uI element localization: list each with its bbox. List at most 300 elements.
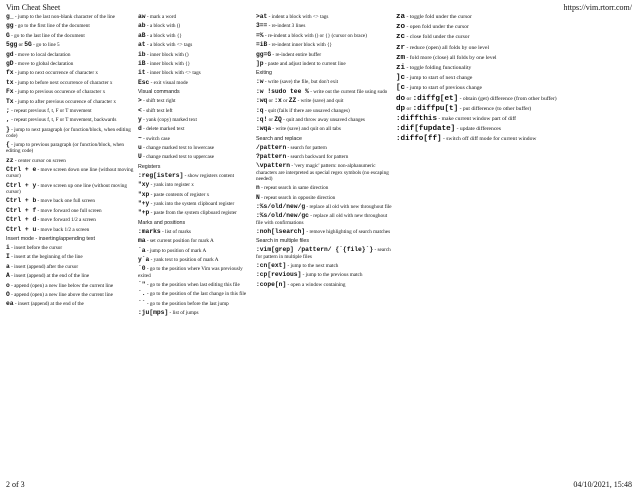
command-key: :w !sudo tee % [256,87,309,95]
command-key: :noh[lsearch] [256,228,306,236]
command-key: \vpattern [256,162,291,170]
command-description: - paste contents of register x [149,191,210,198]
command-description: - insert at the beginning of the line [9,254,83,261]
cheat-entry [256,185,392,191]
command-key: aB [138,31,146,39]
command-description: - inner block with <> tags [145,70,201,77]
command-key: y [138,115,142,123]
cheat-entry [6,301,134,307]
command-description: - jump to previous occurence of character x [13,89,106,96]
print-datetime: 04/10/2021, 15:48 [573,480,632,489]
cheat-entry [256,163,392,182]
command-key: gg=G [256,50,272,58]
command-description: - mark a word [145,14,177,20]
cheat-entry [256,52,392,58]
command-description: - append (open) a new line below the current line [9,282,114,289]
cheat-entry [396,34,632,41]
page-header [6,3,632,14]
command-description: - quit and throw away unsaved changes [281,116,365,123]
command-description: - repeat search in same direction [259,185,329,192]
section-heading: Search in multiple files [256,238,309,245]
cheat-entry [6,80,134,86]
command-description: - change marked text to uppercase [141,154,215,161]
command-description: - re-indent inner block with {} [267,42,332,49]
command-description: - a block with <> tags [145,42,193,49]
command-key: "+y [138,200,150,208]
command-key: Tx [6,97,14,105]
command-key: "+p [138,209,150,217]
command-key: o [6,281,10,289]
cheat-entry [138,145,250,151]
cheat-entry [138,126,250,132]
cheat-entry [6,254,134,260]
cheat-entry [6,52,134,58]
command-key-alt: :diffg[et] [412,94,459,103]
command-description: - switch case [141,135,170,142]
command-description: - insert (append) at the end of the line [9,273,90,280]
cheat-entry [6,99,134,105]
cheat-entry [138,229,250,235]
cheat-entry [138,201,250,207]
cheat-entry [138,248,250,254]
command-key: y`a [138,255,150,263]
command-description: - jump to after previous occurence of character x [13,98,116,105]
command-description: - delete marked text [141,126,185,133]
cheat-entry [6,198,134,204]
cheat-entry [396,126,632,133]
cheat-entry [256,42,392,48]
command-key: } [6,125,10,133]
cheat-entry [6,283,134,289]
cheat-entry [138,266,250,278]
cheat-entry [138,301,250,307]
section-heading: Exiting [256,70,272,77]
cheat-entry [6,264,134,270]
section-heading: Registers [138,163,161,170]
command-description: - open a window containing [286,281,346,288]
command-key-alt: :x [274,97,282,105]
column-3 [256,14,392,291]
command-description: - go to the position where Vim was previously exited [138,266,243,279]
command-description: - put difference (to other buffer) [458,105,532,112]
cheat-entry [6,245,134,251]
command-description: - go to the position when last editing this file [145,281,240,288]
cheat-entry [396,85,632,92]
cheat-entry [6,61,134,67]
command-key: `` [138,299,146,307]
column-2 [138,14,250,320]
command-key: U [138,153,142,161]
command-key: :%s/old/new/g [256,203,306,211]
command-key: I [6,253,10,261]
command-description: - inner block with () [145,51,189,58]
command-description: - move back 1/2 a screen [36,226,90,233]
command-key: it [138,69,146,77]
command-description: - insert (append) after the cursor [9,263,79,270]
command-key: :diffthis [396,114,438,123]
command-description: - search for pattern [286,144,327,151]
cheat-entry [138,182,250,188]
command-description: - re-indent a block with () or {} (cursor on brace) [263,32,367,39]
command-description: - jump to the next match [286,263,339,270]
cheat-entry [256,154,392,160]
command-description: - a block with () [145,23,181,30]
command-key: ]c [396,74,406,83]
command-description: - jump to the previous match [301,272,363,279]
cheat-entry [256,126,392,132]
command-description: - move screen up one line (without moving cursor) [6,182,127,196]
command-description: - exit visual mode [149,79,188,86]
command-description: - toggle folding functionality [405,64,472,71]
command-description: - 'very magic' pattern: non-alphanumeric characters are interpreted as special regex symbols (no escaping needed) [256,163,389,182]
command-key: ea [6,300,14,308]
cheat-entry [138,42,250,48]
command-key: do [396,94,406,103]
cheat-entry [6,89,134,95]
command-description: - close fold under the cursor [405,34,470,41]
command-description: - jump to position of mark A [145,247,207,254]
cheat-entry [256,89,392,95]
command-description: - move forward one full screen [36,207,102,214]
cheat-entry [396,106,632,113]
command-description: - shift text right [141,98,176,105]
command-description: - quit (fails if there are unsaved changes) [263,107,350,114]
page-number: 2 of 3 [6,480,25,489]
cheat-entry [138,282,250,288]
command-description: - yank into the system clipboard register [149,201,235,208]
command-description: - write (save) and quit on all tabs [271,126,341,133]
cheat-entry [256,117,392,123]
cheat-entry [256,247,392,259]
command-description: - jump to start of previous change [405,85,483,92]
command-description: - toggle fold under the cursor [405,14,472,20]
command-description: - obtain (get) difference (from other buffer) [458,95,557,102]
command-description: - write (save) the file, but don't exit [263,79,339,86]
command-description: - repeat previous f, t, F or T movement, backwards [9,117,117,124]
command-key: :reg[isters] [138,171,184,179]
command-description: - make current window part of diff [437,115,516,122]
cheat-entry [256,14,392,20]
command-key: zc [396,33,406,42]
cheat-entry [396,55,632,62]
command-key: >at [256,13,268,20]
cheat-entry [256,229,392,235]
cheat-entry [396,96,632,103]
command-description: - search backward for pattern [286,154,349,161]
command-description: - write out the current file using sudo [308,88,388,95]
command-description: - set current position for mark A [145,238,214,245]
command-description: - switch off diff mode for current window [441,136,537,143]
command-description: - go to the first line of the document [13,23,90,30]
connector-text: or [405,105,413,112]
command-key: =% [256,31,264,39]
command-key: :ju[mps] [138,309,169,317]
section-heading: Marks and positions [138,219,186,226]
page-footer [6,480,632,491]
command-key: zz [6,156,14,164]
cheat-entry [396,14,632,21]
command-description: - move back one full screen [36,198,96,205]
command-key: 3== [256,22,268,30]
connector-text: or [281,98,289,105]
connector-text: or [267,116,275,123]
cheat-entry [6,23,134,29]
cheat-entry [6,142,134,154]
cheat-entry [256,79,392,85]
command-description: - jump to previous paragraph (or function/block, when editing code) [6,142,125,155]
command-description: - jump to before next occurrence of character x [13,79,113,86]
cheat-entry [256,195,392,201]
cheat-entry [256,204,392,210]
command-description: - re-indent 3 lines [267,23,306,30]
command-description: - repeat search in opposite direction [259,194,336,201]
command-description: - jump to next paragraph (or function/block, when editing code) [6,126,131,139]
command-key: { [6,141,10,149]
cheat-entry [256,213,392,225]
command-key: :w [256,78,264,86]
command-key: A [6,272,10,280]
command-key: :%s/old/new/gc [256,212,309,220]
section-heading: Insert mode - inserting/appending text [6,236,95,243]
command-description: - open fold under the cursor [405,24,469,31]
section-heading: Visual commands [138,89,180,96]
cheat-entry [138,33,250,39]
command-description: - insert (append) at the end of the [13,301,84,308]
page-url[interactable]: https://vim.rtorr.com/ [563,3,632,12]
cheat-entry [396,24,632,31]
column-1 [6,14,134,311]
command-description: - remove highlighting of search matches [305,229,391,236]
command-description: - move forward 1/2 a screen [36,217,96,224]
cheat-entry [138,238,250,244]
command-key-alt: 5G [24,41,32,49]
command-key: gg [6,22,14,30]
command-key: n [256,184,260,192]
cheat-entry [256,145,392,151]
command-key: Ctrl + y [6,181,37,189]
command-key: ma [138,237,146,245]
cheat-entry [138,136,250,142]
command-description: - replace all old with new throughout file with confirmations [256,213,388,226]
command-key: Fx [6,88,14,96]
cheat-entry [138,154,250,160]
command-key: :q [256,106,264,114]
cheat-entry [6,158,134,164]
command-description: - shift text left [141,107,173,114]
command-key: gD [6,59,14,67]
command-key: 5gg [6,41,18,49]
cheat-entry [256,33,392,39]
command-key: a [6,262,10,270]
command-description: - yank (copy) marked text [141,116,197,123]
command-key: "xp [138,190,150,198]
command-description: - repeat previous f, t, F or T movement [9,107,92,114]
command-key: i [6,244,10,252]
cheat-entry [138,210,250,216]
command-key: :cn[ext] [256,262,287,270]
command-key: zm [396,53,406,62]
cheat-entry [256,98,392,104]
cheat-entry [256,108,392,114]
cheat-entry [6,292,134,298]
command-key-alt: ZZ [288,97,297,105]
cheat-entry [138,310,250,316]
command-key: , [6,116,10,124]
command-description: - paste and adjust indent to current line [263,60,346,67]
cheat-entry [6,70,134,76]
command-key: aw [138,13,146,20]
cheat-entry [396,116,632,123]
command-key: ib [138,50,146,58]
command-key: ]p [256,59,264,67]
command-key: ?pattern [256,153,287,161]
cheat-entry [138,192,250,198]
command-key: zo [396,23,406,32]
command-key: G [6,31,10,39]
command-key: :vim[grep] /pattern/ {`{file}`} [256,246,374,254]
command-key: gd [6,50,14,58]
cheat-entry [138,14,250,20]
command-key: Esc [138,78,150,86]
cheat-entry [138,173,250,179]
command-key: tx [6,78,14,86]
command-description: - reduce (open) all folds by one level [405,44,489,51]
command-description: - go to the position before the last jump [145,300,229,307]
command-key: Ctrl + u [6,225,37,233]
command-key: ; [6,106,10,114]
command-description: - list of jumps [168,310,199,317]
command-key: `0 [138,265,146,273]
cheat-entry [138,257,250,263]
command-description: - go to the position of the last change in this file [145,291,247,298]
command-key: dp [396,104,406,113]
command-key: "xy [138,181,150,189]
command-key-alt: :diffpu[t] [412,104,459,113]
cheat-entry [138,108,250,114]
command-description: - jump to start of next change [405,75,473,82]
command-key: Ctrl + f [6,206,37,214]
command-key: zr [396,43,406,52]
cheat-entry [138,52,250,58]
command-key: :diffo[ff] [396,135,442,144]
command-key: Ctrl + e [6,166,37,174]
command-description: - yank into register x [149,182,194,189]
command-key: u [138,144,142,152]
connector-text: or [17,42,25,49]
command-key: /pattern [256,143,287,151]
command-description: - jump to the last non-blank character of the line [13,14,115,20]
command-key: :dif[fupdate] [396,125,456,134]
command-key: g_ [6,13,14,20]
cheat-entry [256,23,392,29]
command-description: - move to local declaration [13,51,71,58]
command-key: `" [138,280,146,288]
command-key: iB [138,59,146,67]
command-key: N [256,193,260,201]
command-description: - search for pattern in multiple files [256,247,391,260]
command-key: Ctrl + b [6,197,37,205]
cheat-entry [396,65,632,72]
cheat-entry [6,14,134,20]
command-key: :marks [138,227,161,235]
command-description: - move to global declaration [13,60,74,67]
command-description: - indent a block with <> tags [267,14,329,20]
command-key: ~ [138,134,142,142]
command-key: O [6,290,10,298]
cheat-entry [396,75,632,82]
cheat-entry [138,61,250,67]
command-key: ab [138,22,146,30]
command-description: - jump to next occurrence of character x [13,70,98,77]
command-key-alt: ZQ [274,115,282,123]
cheat-entry [6,227,134,233]
cheat-entry [256,263,392,269]
command-description: - paste from the system clipboard register [149,210,237,217]
command-description: - re-indent entire buffer [271,51,322,58]
command-description: - go to the last line of the document [9,32,85,39]
cheat-entry [138,98,250,104]
cheat-entry [138,70,250,76]
cheat-entry [138,80,250,86]
cheat-entry [6,208,134,214]
cheat-entry [6,117,134,123]
command-key: [c [396,84,406,93]
command-description: - change marked text to lowercase [141,145,215,152]
cheat-entry [6,217,134,223]
command-key: za [396,13,406,21]
command-key: :wqa [256,125,272,133]
cheat-entry [138,23,250,29]
command-description: - yank text to position of mark A [149,256,219,263]
command-description: - list of marks [160,228,191,235]
command-description: - go to line 5 [31,42,60,49]
command-description: - insert before the cursor [9,245,63,252]
command-description: - append (open) a new line above the current line [9,291,113,298]
cheat-entry [256,61,392,67]
command-description: - center cursor on screen [13,157,66,164]
command-key: > [138,97,142,105]
column-4 [396,14,632,146]
command-key: fx [6,69,14,77]
cheat-entry [6,108,134,114]
command-key: :wq [256,97,268,105]
command-key: :cp[revious] [256,271,302,279]
command-key: `a [138,246,146,254]
command-key: zi [396,63,406,72]
cheat-entry [6,33,134,39]
command-description: - update differences [455,126,501,133]
command-key: < [138,106,142,114]
cheat-entry [6,183,134,195]
connector-text: or [405,95,413,102]
cheat-entry [396,136,632,143]
cheat-entry [6,273,134,279]
cheat-entry [6,127,134,139]
command-key: :cope[n] [256,280,287,288]
command-key: =iB [256,41,268,49]
command-description: - show registers content [183,172,235,179]
command-description: - write (save) and quit [296,98,344,105]
command-description: - inner block with {} [145,60,191,67]
cheat-entry [138,291,250,297]
cheat-entry [256,272,392,278]
command-description: - fold more (close) all folds by one level [405,54,497,61]
cheat-entry [256,282,392,288]
section-heading: Search and replace [256,135,302,142]
command-description: - replace all old with new throughout file [305,204,392,211]
command-key: :q! [256,115,268,123]
command-key: d [138,125,142,133]
